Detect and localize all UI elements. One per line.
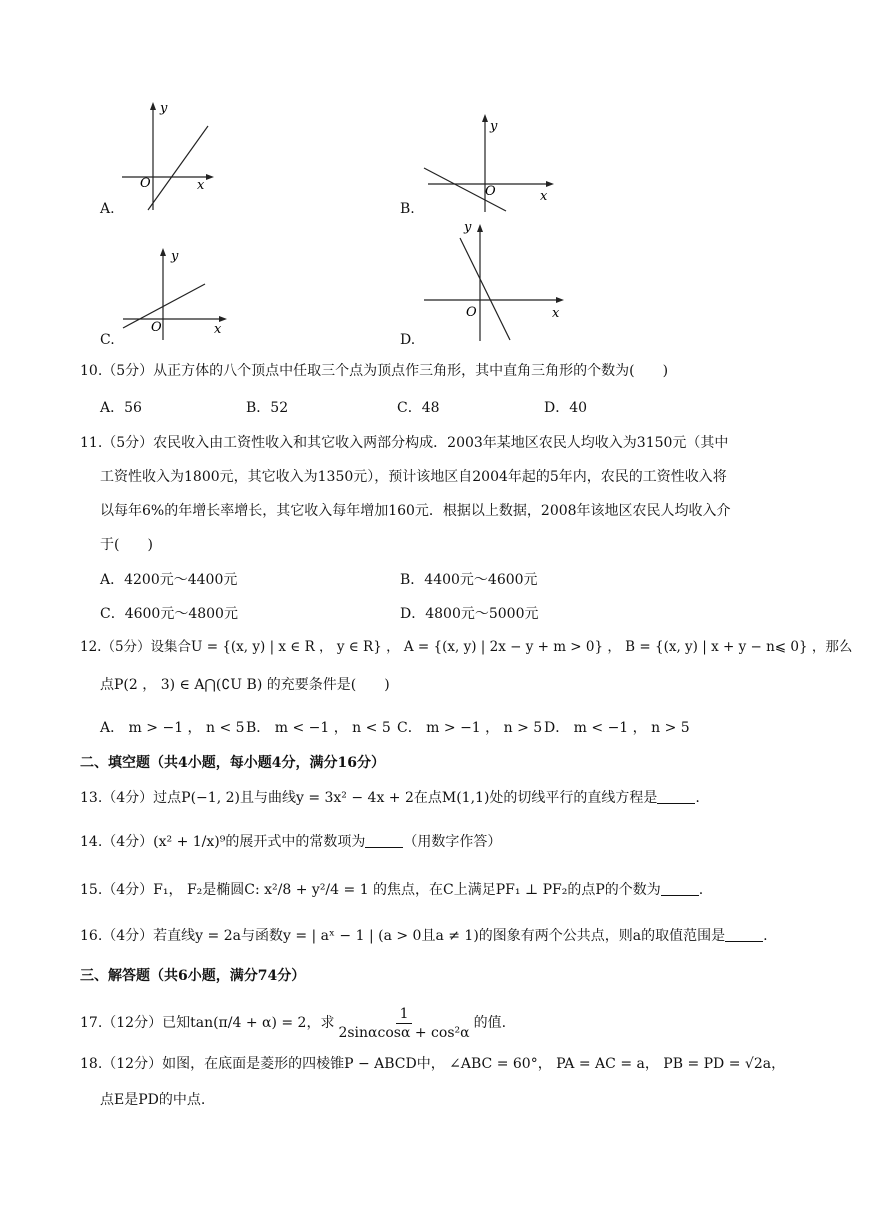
q14-pre: 14.（4分） [80,834,154,850]
q11-option-b[interactable]: B．4400元～4600元 [400,572,538,588]
graph-b-svg [418,112,568,222]
graph-option-a[interactable] [100,100,220,220]
q13-text: 13.（4分）过点P(−1, 2)且与曲线y = 3x² − 4x + 2在点M(1,1)处的切线平行的直线方程是 [80,790,658,806]
q17-fraction [338,1005,469,1042]
q10-stem: 10.（5分）从正方体的八个顶点中任取三个点为顶点作三角形，其中直角三角形的个数为( ) [80,363,669,379]
graph-a-y-label: y [160,101,168,116]
q14-post: 的展开式中的常数项为 [225,834,366,850]
q10-option-b[interactable]: B．52 [246,400,289,416]
q16-end: . [763,928,768,944]
q14-answer-blank[interactable] [365,833,403,848]
q12-option-b[interactable]: B． m < −1 ， n < 5 [246,720,391,736]
q18-line-1: 18.（12分）如图，在底面是菱形的四棱锥P − ABCD中， ∠ABC = 60°， PA = AC = a， PB = PD = √2a， [80,1056,786,1072]
graph-a-x-label: x [197,178,205,193]
graph-b-x-label: x [540,189,548,204]
graph-c-y-label: y [171,249,179,264]
q14-expr: (x² + 1/x)⁹ [153,834,226,850]
q11-option-c[interactable]: C．4600元～4800元 [100,606,238,622]
graph-d-x-label: x [552,306,560,321]
q17-denominator: 2sinαcosα + cos²α [338,1024,470,1041]
graph-b-origin-label: O [485,184,496,199]
q15-pre: 15.（4分） [80,882,154,898]
graph-d-origin-label: O [466,305,477,320]
graph-a-svg [100,100,220,220]
graph-b-y-label: y [490,119,498,134]
graph-c-origin-label: O [151,320,162,335]
q14-tail: （用数字作答） [403,834,502,850]
q12-option-a[interactable]: A． m > −1 ， n < 5 [100,720,245,736]
graph-a-label: A. [100,201,115,217]
q16 [80,926,768,946]
q16-answer-blank[interactable] [725,927,763,942]
graph-option-d[interactable] [418,216,568,346]
section-3-heading: 三、解答题（共6小题，满分74分） [80,968,306,984]
section-2-heading: 二、填空题（共4小题，每小题4分，满分16分） [80,755,385,771]
q14 [80,832,501,852]
q10-option-a[interactable]: A．56 [100,400,142,416]
graph-c-label: C. [100,332,115,348]
graph-c-x-label: x [214,322,222,337]
graph-option-b[interactable] [418,112,568,222]
q11-option-a[interactable]: A．4200元～4400元 [100,572,238,588]
q15-answer-blank[interactable] [661,881,699,896]
q11-line-3: 以每年6%的年增长率增长，其它收入每年增加160元．根据以上数据，2008年该地区农民人均收入介 [100,503,731,519]
q11-line-2: 工资性收入为1800元，其它收入为1350元），预计该地区自2004年起的5年内，农民的工资性收入将 [100,469,727,485]
graph-d-svg [418,216,568,346]
q18-line-2: 点E是PD的中点. [100,1092,206,1108]
graph-d-y-label: y [464,220,472,235]
graph-c-svg [115,242,235,342]
q17-numerator: 1 [396,1005,413,1024]
q17-mid: ，求 [306,1015,335,1031]
q10-option-c[interactable]: C．48 [397,400,440,416]
q11-line-4: 于( ) [100,537,153,553]
q13-end: . [695,790,700,806]
graph-b-label: B. [400,201,415,217]
q11-option-d[interactable]: D．4800元～5000元 [400,606,539,622]
q17-cond: tan(π/4 + α) = 2 [190,1015,307,1031]
q12-option-d[interactable]: D． m < −1 ， n > 5 [544,720,690,736]
q15 [80,880,703,900]
q17 [80,1003,506,1043]
q16-text: 16.（4分）若直线y = 2a与函数y = | aˣ − 1 | (a > 0且a ≠ 1)的图象有两个公共点，则a的取值范围是 [80,928,726,944]
q12-line-1: 12.（5分）设集合U = {(x, y) | x ∈ R ， y ∈ R} ， A = {(x, y) | 2x − y + m > 0} ， B = {(x, y) | x + y − n⩽ 0} ，那么 [80,639,853,655]
q12-line-2: 点P(2 ， 3) ∈ A⋂(∁U B) 的充要条件是( ) [100,677,390,693]
q13 [80,788,700,808]
q17-pre: 17.（12分）已知 [80,1015,191,1031]
q11-line-1: 11.（5分）农民收入由工资性收入和其它收入两部分构成．2003年某地区农民人均收入为3150元（其中 [80,435,729,451]
q13-answer-blank[interactable] [657,789,695,804]
graph-a-origin-label: O [140,176,151,191]
q15-end: . [698,882,704,898]
graph-option-c[interactable] [115,242,235,342]
q15-text: F₁， F₂是椭圆C: x²/8 + y²/4 = 1 的焦点，在C上满足PF₁ ⊥ PF₂的点P的个数为 [153,882,661,898]
q12-option-c[interactable]: C． m > −1 ， n > 5 [397,720,543,736]
q17-post: 的值. [473,1015,507,1031]
q10-option-d[interactable]: D．40 [544,400,588,416]
graph-d-label: D. [400,332,416,348]
